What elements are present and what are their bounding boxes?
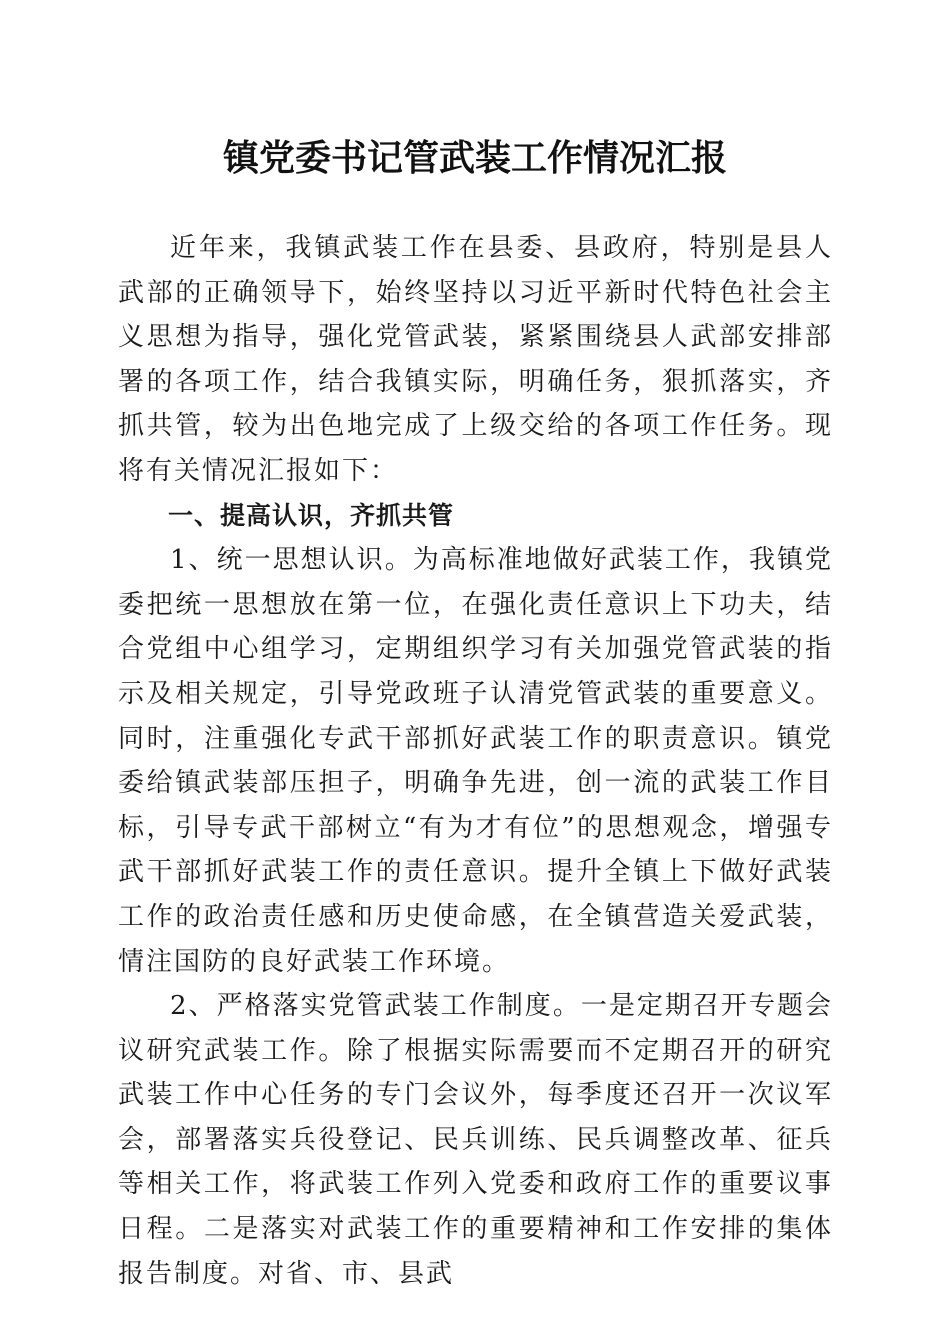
- document-body: [118, 226, 833, 1296]
- paragraph-2: 2、严格落实党管武装工作制度。一是定期召开专题会议研究武装工作。除了根据实际需要而不定期召开的研究武装工作中心任务的专门会议外，每季度还召开一次议军会，部署落实兵役登记、民兵训练、民兵调整改革、征兵等相关工作，将武装工作列入党委和政府工作的重要议事日程。二是落实对武装工作的重要精神和工作安排的集体报告制度。对省、市、县武: [118, 991, 833, 1289]
- document-title: 镇党委书记管武装工作情况汇报: [222, 137, 727, 179]
- paragraph-1: 1、统一思想认识。为高标准地做好武装工作，我镇党委把统一思想放在第一位，在强化责任意识上下功夫，结合党组中心组学习，定期组织学习有关加强党管武装的指示及相关规定，引导党政班子认清党管武装的重要意义。同时，注重强化专武干部抓好武装工作的职责意识。镇党委给镇武装部压担子，明确争先进，创一流的武装工作目标，引导专武干部树立“有为才有位”的思想观念，增强专武干部抓好武装工作的责任意识。提升全镇上下做好武装工作的政治责任感和历史使命感，在全镇营造关爱武装，情注国防的良好武装工作环境。: [118, 545, 833, 977]
- section-heading: 一、提高认识，齐抓共管: [168, 500, 455, 530]
- intro-paragraph: 近年来，我镇武装工作在县委、县政府，特别是县人武部的正确领导下，始终坚持以习近平新时代特色社会主义思想为指导，强化党管武装，紧紧围绕县人武部安排部署的各项工作，结合我镇实际，明确任务，狠抓落实，齐抓共管，较为出色地完成了上级交给的各项工作任务。现将有关情况汇报如下：: [118, 233, 833, 486]
